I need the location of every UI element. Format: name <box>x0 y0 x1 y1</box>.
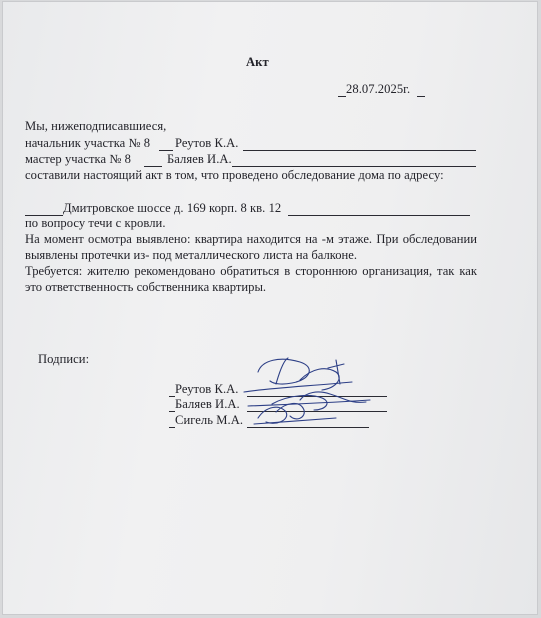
signatory2-name: Баляев И.А. <box>175 397 240 411</box>
document-title: Акт <box>246 55 269 69</box>
signatory2-underline-post <box>247 411 387 412</box>
reason-line: по вопросу течи с кровли. <box>25 216 166 230</box>
member1-role: начальник участка № 8 <box>25 136 151 150</box>
member1-underline-pre <box>159 150 173 151</box>
member1-underline-post <box>243 150 476 151</box>
address-line: Дмитровское шоссе д. 169 корп. 8 кв. 12 <box>63 201 282 215</box>
signatures-label: Подписи: <box>38 352 90 366</box>
address-underline-post <box>288 215 470 216</box>
signatory3-underline-post <box>247 427 369 428</box>
member2-name: Баляев И.А. <box>167 152 232 166</box>
finding-paragraph: На момент осмотра выявлено: квартира находится на -м этаже. При обследовании выявлены протечки из- под металлического листа на балконе. <box>25 232 477 262</box>
statement-line: составили настоящий акт в том, что проведено обследование дома по адресу: <box>25 168 444 182</box>
signatory1-name: Реутов К.А. <box>175 382 239 396</box>
document-date: 28.07.2025г. <box>346 82 411 96</box>
member2-underline-post <box>232 166 476 167</box>
requirement-paragraph: Требуется: жителю рекомендовано обратиться в стороннюю организация, так как это ответственность собственника квартиры. <box>25 264 477 294</box>
member2-role: мастер участка № 8 <box>25 152 131 166</box>
member1-name: Реутов К.А. <box>175 136 239 150</box>
member2-underline-pre <box>144 166 162 167</box>
signatory3-name: Сигель М.А. <box>175 413 244 427</box>
date-underline-right <box>417 96 425 97</box>
document-sheet <box>3 2 537 614</box>
signatory1-underline-post <box>247 396 387 397</box>
date-underline-left <box>338 96 346 97</box>
intro-line: Мы, нижеподписавшиеся, <box>25 119 167 133</box>
